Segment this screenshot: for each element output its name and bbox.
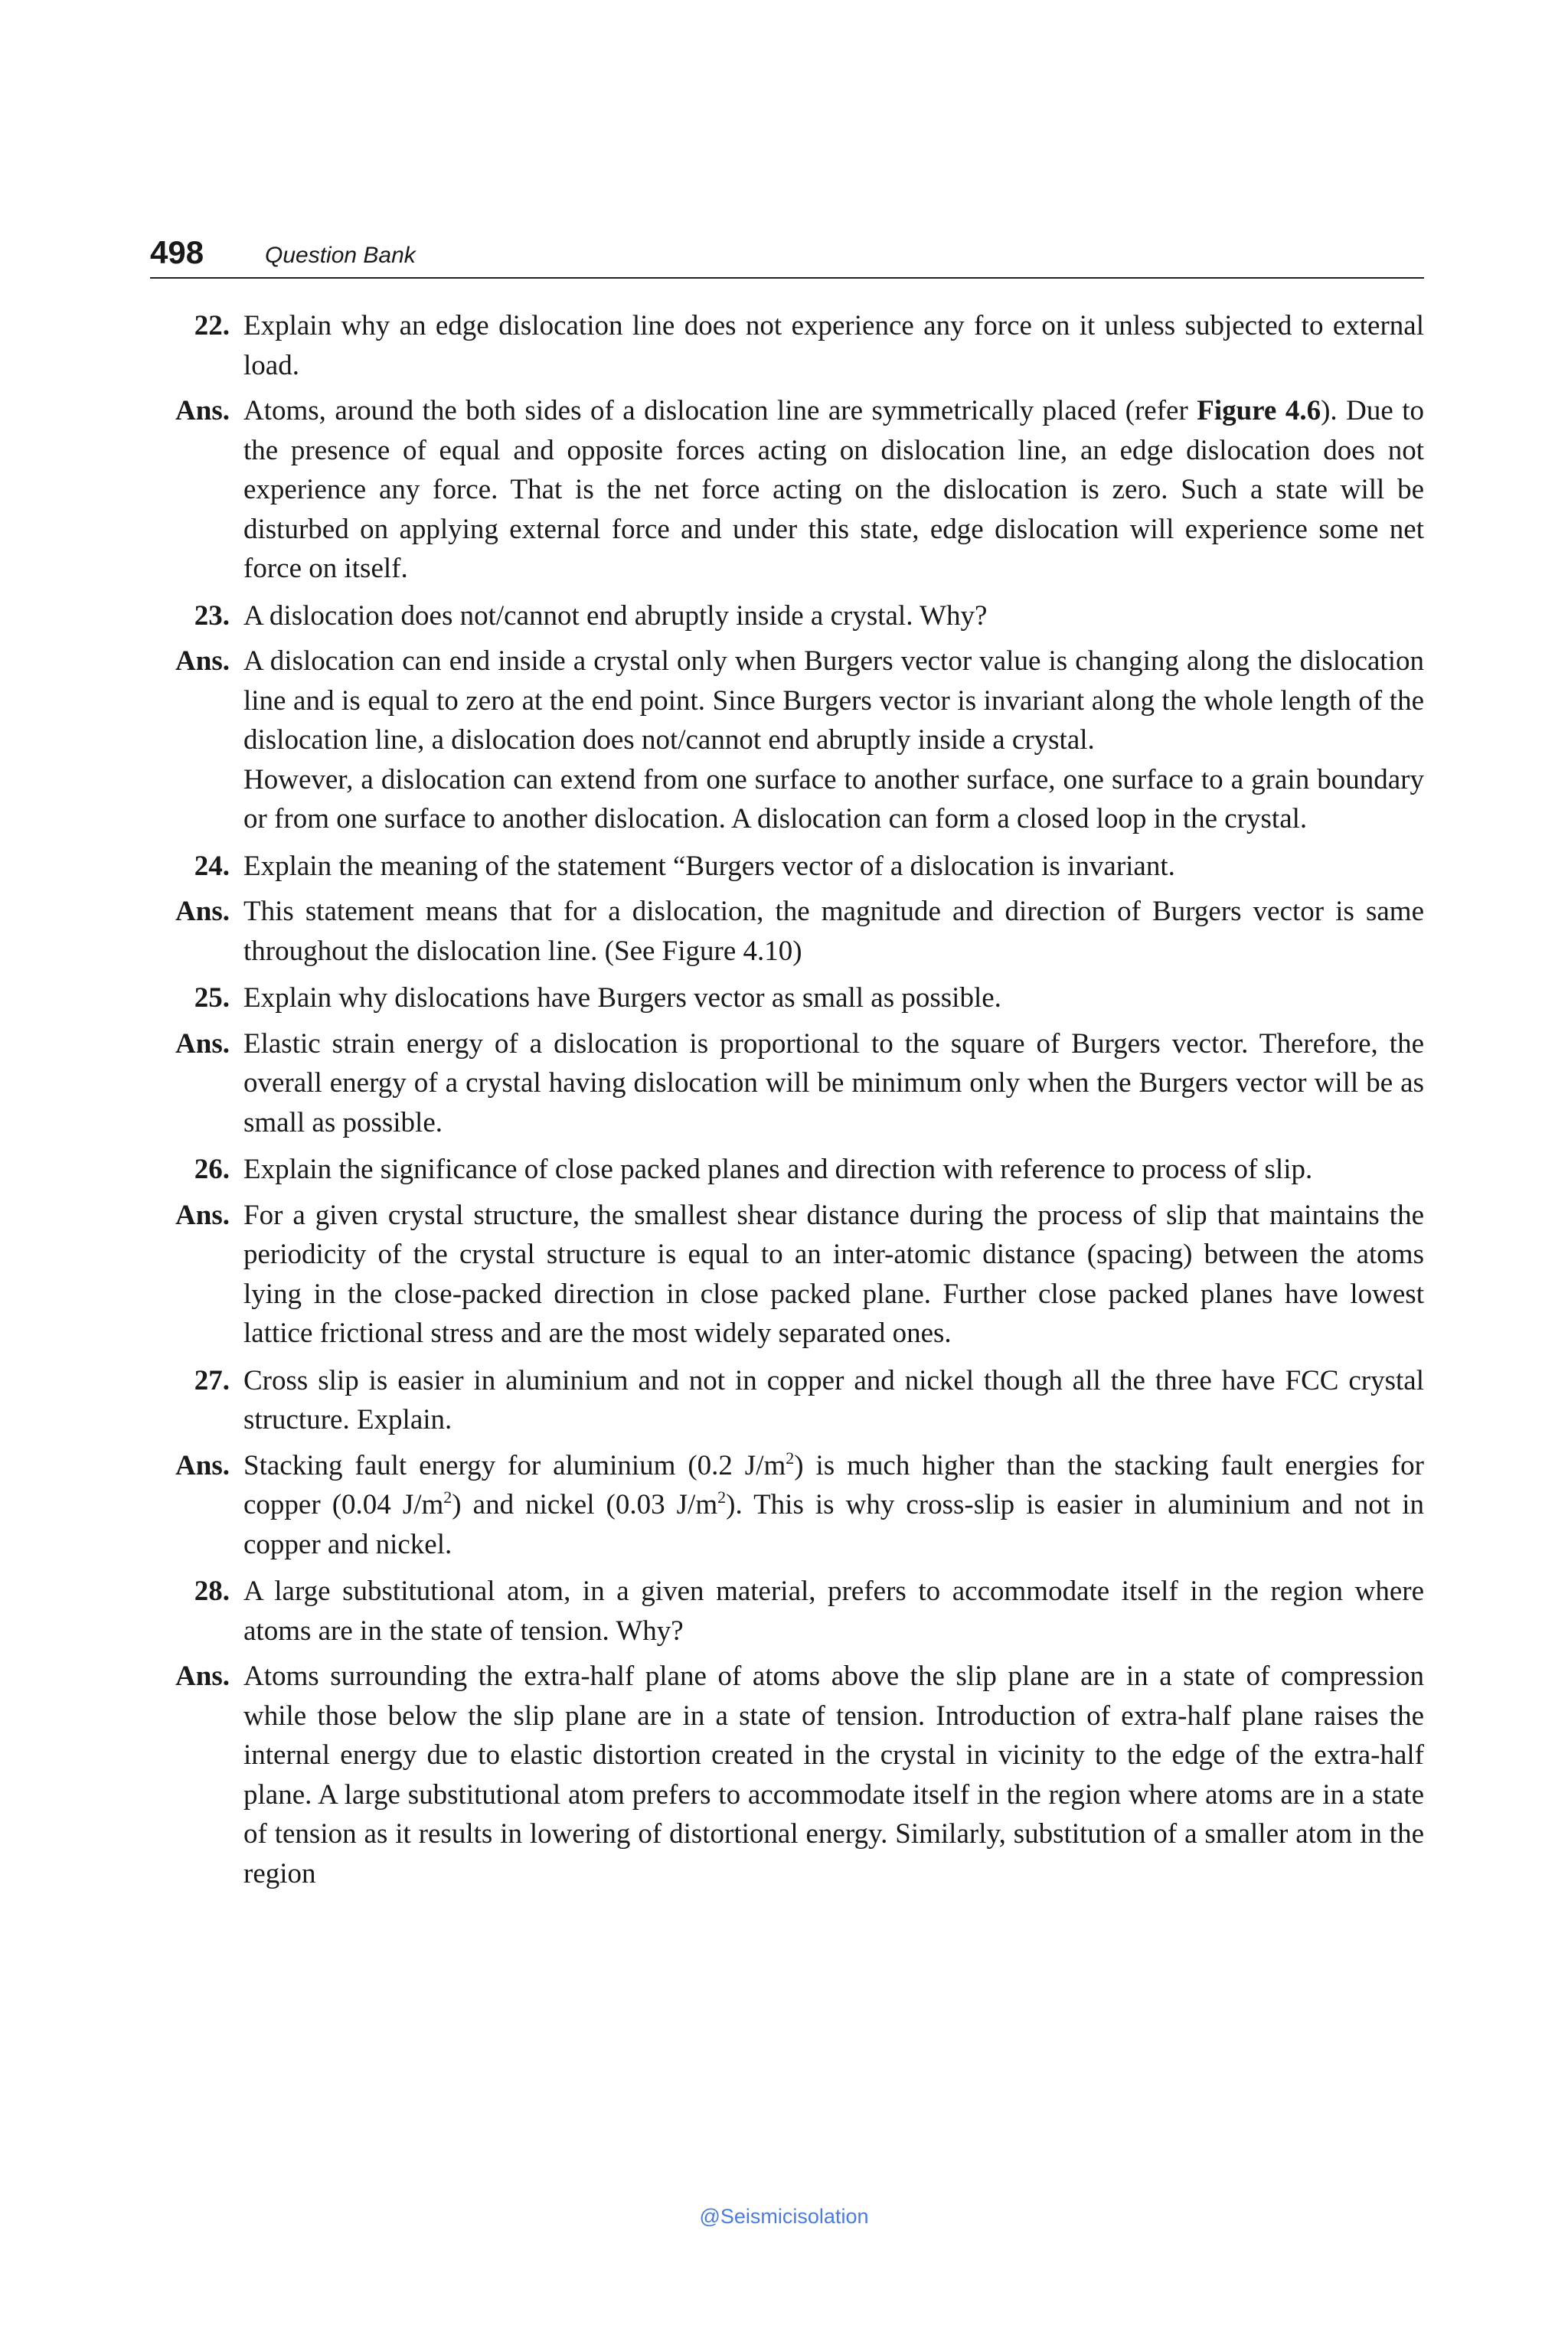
question-28	[150, 1572, 1424, 1651]
question-number: 25.	[194, 982, 230, 1014]
question-text: A dislocation does not/cannot end abruptly inside a crystal. Why?	[243, 599, 988, 632]
superscript: 2	[717, 1488, 727, 1507]
question-23	[150, 596, 1424, 636]
answer-text: Atoms surrounding the extra-half plane of atoms above the slip plane are in a state of compression while those below the slip plane are in a state of tension. Introduction of extra-half plane raises the internal energy due to elastic distortion created in the crystal in vicinity to the edge of the extra-half plane. A large substitutional atom prefers to accommodate itself in the region where atoms are in a state of tension as it results in lowering of distortional energy. Similarly, substitution of a smaller atom in the region	[243, 1661, 1424, 1889]
question-number: 23.	[194, 599, 230, 632]
answer-23	[150, 642, 1424, 839]
answer-label: Ans.	[175, 1199, 230, 1231]
superscript: 2	[786, 1448, 795, 1468]
answer-text: For a given crystal structure, the smallest shear distance during the process of slip that maintains the periodicity of the crystal structure is equal to an inter-atomic distance (spacing) between the atoms lying in the close-packed direction in close packed plane. Further close packed planes have lowest lattice frictional stress and are the most widely separated ones.	[243, 1199, 1424, 1349]
answer-label: Ans.	[175, 1449, 230, 1481]
answer-paragraph-2: However, a dislocation can extend from one surface to another surface, one surface to a grain boundary or from one surface to another dislocation. A dislocation can form a closed loop in the crystal.	[243, 763, 1424, 834]
question-text: Explain the significance of close packed planes and direction with reference to process of slip.	[243, 1154, 1313, 1185]
answer-text: Stacking fault energy for aluminium (0.2 $J/m^2$) is much higher than the stacking fault energies for copper (0.04 $J/m^2$) and nickel (0.03 $J/m^2$). This is why cross-slip is easier in aluminium and not in copper and nickel.	[243, 1448, 1424, 1560]
question-24	[150, 847, 1424, 887]
running-title: Question Bank	[265, 243, 416, 268]
answer-22	[150, 391, 1424, 589]
question-26	[150, 1150, 1424, 1190]
answer-27	[150, 1446, 1424, 1565]
question-number: 27.	[194, 1364, 230, 1396]
question-text: Cross slip is easier in aluminium and not in copper and nickel though all the three have FCC crystal structure. Explain.	[243, 1364, 1424, 1435]
answer-label: Ans.	[175, 1027, 230, 1060]
answer-text: Atoms, around the both sides of a dislocation line are symmetrically placed (refer Figure 4.6). Due to the presence of equal and opposite forces acting on dislocation line, an edge dislocation does not experience any force. That is the net force acting on the dislocation is zero. Such a state will be disturbed on applying external force and under this state, edge dislocation will experience some net force on itself.	[243, 395, 1424, 584]
question-25	[150, 978, 1424, 1018]
answer-label: Ans.	[175, 1661, 230, 1692]
question-22	[150, 306, 1424, 385]
answer-25	[150, 1024, 1424, 1143]
question-27	[150, 1361, 1424, 1440]
question-text: Explain why an edge dislocation line does not experience any force on it unless subjected to external load.	[243, 310, 1424, 381]
answer-text: This statement means that for a dislocation, the magnitude and direction of Burgers vector is same throughout the dislocation line. (See Figure 4.10)	[243, 896, 1424, 967]
question-number: 26.	[194, 1154, 230, 1185]
question-bank-content	[150, 306, 1424, 1893]
page-header	[150, 234, 1424, 279]
question-number: 24.	[194, 850, 230, 882]
question-text: A large substitutional atom, in a given material, prefers to accommodate itself in the region where atoms are in the state of tension. Why?	[243, 1576, 1424, 1647]
watermark: @Seismicisolation	[699, 2205, 869, 2228]
question-number: 22.	[194, 310, 230, 341]
answer-26	[150, 1196, 1424, 1354]
question-text: Explain why dislocations have Burgers vector as small as possible.	[243, 982, 1001, 1014]
answer-label: Ans.	[175, 645, 230, 677]
superscript: 2	[443, 1488, 452, 1507]
answer-text	[243, 642, 1424, 839]
answer-text: Elastic strain energy of a dislocation is proportional to the square of Burgers vector. Therefore, the overall energy of a crystal having dislocation will be minimum only when the Burgers vector will be as small as possible.	[243, 1027, 1424, 1138]
answer-24	[150, 892, 1424, 971]
answer-paragraph-1: A dislocation can end inside a crystal only when Burgers vector value is changing along the dislocation line and is equal to zero at the end point. Since Burgers vector is invariant along the whole length of the dislocation line, a dislocation does not/cannot end abruptly inside a crystal.	[243, 645, 1424, 756]
question-number: 28.	[194, 1576, 230, 1607]
answer-label: Ans.	[175, 896, 230, 927]
answer-28	[150, 1657, 1424, 1893]
question-text: Explain the meaning of the statement “Burgers vector of a dislocation is invariant.	[243, 850, 1175, 882]
figure-reference: Figure 4.6	[1197, 395, 1321, 426]
page-number: 498	[150, 234, 204, 270]
answer-label: Ans.	[175, 395, 230, 426]
